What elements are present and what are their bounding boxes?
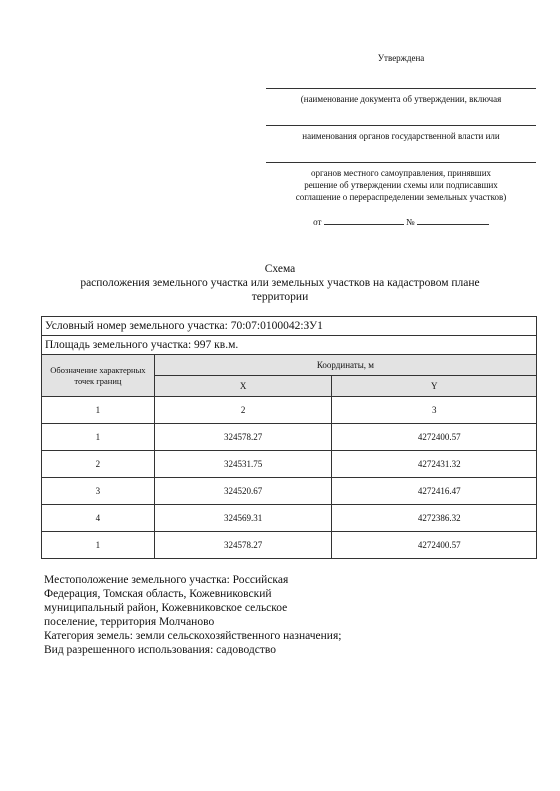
y-cell: 4272416.47 xyxy=(332,478,537,505)
table-row xyxy=(42,451,537,478)
approval-date-number xyxy=(266,215,536,227)
table-row xyxy=(42,505,537,532)
point-cell: 1 xyxy=(42,424,155,451)
approval-title: Утверждена xyxy=(377,53,425,63)
points-header: Обозначение характерных точек границ xyxy=(42,355,155,397)
column-number: 1 xyxy=(42,397,155,424)
y-cell: 4272386.32 xyxy=(332,505,537,532)
point-cell: 1 xyxy=(42,532,155,559)
scheme-heading xyxy=(60,262,500,304)
x-cell: 324520.67 xyxy=(154,478,332,505)
permitted-use: Вид разрешенного использования: садоводство xyxy=(44,644,276,656)
approval-caption-3-line-1: органов местного самоуправления, принявших xyxy=(310,168,492,178)
column-number-row xyxy=(42,397,537,424)
point-cell: 2 xyxy=(42,451,155,478)
location-line-2: Федерация, Томская область, Кожевниковский xyxy=(44,588,272,600)
land-category: Категория земель: земли сельскохозяйственного назначения; xyxy=(44,630,342,642)
approval-caption-1: (наименование документа об утверждении, включая xyxy=(300,94,502,104)
number-label: № xyxy=(405,217,415,227)
y-cell: 4272400.57 xyxy=(332,424,537,451)
x-header: X xyxy=(154,376,332,397)
point-cell: 3 xyxy=(42,478,155,505)
x-cell: 324578.27 xyxy=(154,532,332,559)
column-number: 2 xyxy=(154,397,332,424)
from-label: от xyxy=(313,217,322,227)
location-line-4: поселение, территория Молчаново xyxy=(44,616,215,628)
x-cell: 324569.31 xyxy=(154,505,332,532)
y-header: Y xyxy=(332,376,537,397)
location-line-1: Местоположение земельного участка: Российская xyxy=(44,574,289,586)
approval-block xyxy=(266,52,536,227)
x-cell: 324578.27 xyxy=(154,424,332,451)
point-cell: 4 xyxy=(42,505,155,532)
x-cell: 324531.75 xyxy=(154,451,332,478)
table-row xyxy=(42,424,537,451)
table-row xyxy=(42,532,537,559)
coordinates-table xyxy=(41,316,537,559)
scheme-title: Схема xyxy=(264,263,296,275)
table-row xyxy=(42,478,537,505)
approval-caption-3 xyxy=(266,167,536,203)
number-blank xyxy=(417,215,489,225)
approval-caption-3-line-3: соглашение о перераспределении земельных участков) xyxy=(295,192,507,202)
location-line-3: муниципальный район, Кожевниковское сельское xyxy=(44,602,288,614)
conditional-number: Условный номер земельного участка: 70:07:0100042:ЗУ1 xyxy=(42,317,537,336)
y-cell: 4272400.57 xyxy=(332,532,537,559)
coordinates-header: Координаты, м xyxy=(154,355,536,376)
approval-caption-2: наименования органов государственной власти или xyxy=(302,131,500,141)
location-block xyxy=(44,573,364,657)
approval-line-1 xyxy=(266,88,536,89)
scheme-subtitle-line-2: территории xyxy=(251,291,309,303)
date-blank xyxy=(324,215,404,225)
approval-line-2 xyxy=(266,125,536,126)
approval-caption-3-line-2: решение об утверждении схемы или подписавших xyxy=(304,180,498,190)
plot-area: Площадь земельного участка: 997 кв.м. xyxy=(42,336,537,355)
column-number: 3 xyxy=(332,397,537,424)
scheme-subtitle-line-1: расположения земельного участка или земельных участков на кадастровом плане xyxy=(80,277,480,289)
y-cell: 4272431.32 xyxy=(332,451,537,478)
approval-line-3 xyxy=(266,162,536,163)
